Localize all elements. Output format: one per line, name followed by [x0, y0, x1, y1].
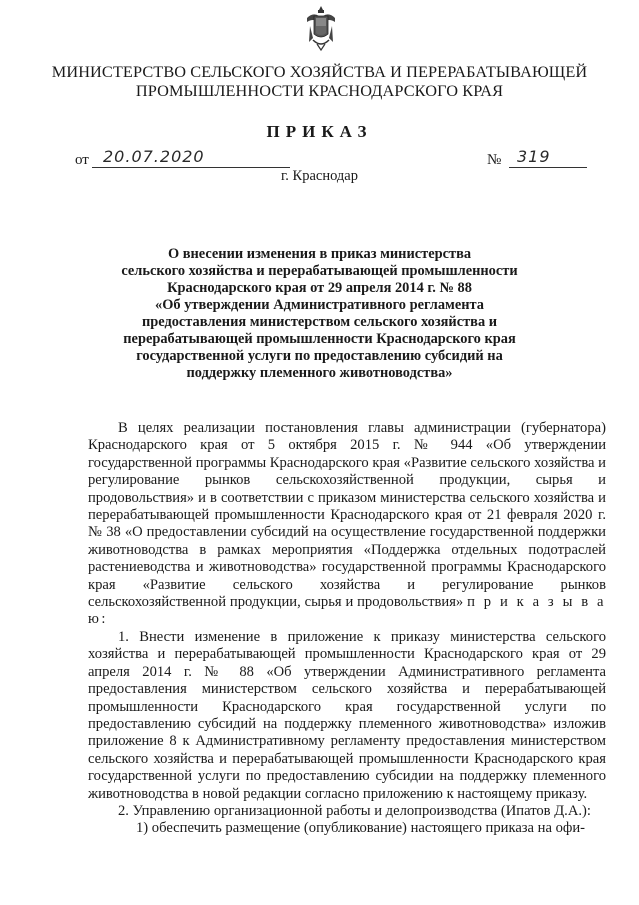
city: г. Краснодар [280, 168, 358, 184]
ministry-name [40, 62, 599, 100]
order-title: ПРИКАЗ [266, 122, 373, 141]
order-word: п р и к а з ы в а ю: [88, 594, 606, 628]
coat-of-arms-icon [303, 4, 339, 52]
document-body [88, 420, 606, 838]
heading-line-4: «Об утверждении Административного регламента [155, 297, 484, 313]
heading-line-7: государственной услуги по предоставлению субсидий на [136, 348, 503, 364]
order-number [487, 147, 597, 169]
heading-line-1: О внесении изменения в приказ министерства [167, 246, 472, 262]
heading-line-3: Краснодарского края от 29 апреля 2014 г. № 88 [167, 280, 472, 296]
ministry-line-1: МИНИСТЕРСТВО СЕЛЬСКОГО ХОЗЯЙСТВА И ПЕРЕРАБАТЫВАЮЩЕЙ [51, 62, 588, 81]
item-1-paragraph: 1. Внести изменение в приложение к приказу министерства сельского хозяйства и перерабатывающей промышленности Краснодарского края от 29 апреля 2014 г. № 88 «Об утверждении Административного регламента предоставления министерством сельского хозяйства и перерабатывающей промышленности Краснодарского края государственной услуги по предоставлению субсидий на поддержку племенного животноводства» изложив приложение 8 к Административному регламенту предоставления министерством сельского хозяйства и перерабатывающей промышленности Краснодарского края государственной услуги по предоставлению субсидии на поддержку племенного животноводства в новой редакции согласно приложению к настоящему приказу. [88, 628, 606, 802]
heading-line-5: предоставления министерством сельского хозяйства и [141, 314, 498, 330]
date-prefix: от [75, 152, 89, 168]
heading-line-2: сельского хозяйства и перерабатывающей промышленности [121, 263, 518, 279]
number-value: 319 [517, 147, 551, 166]
preamble-text: В целях реализации постановления главы администрации (губернатора) Краснодарского края от 5 октября 2015 г. № 944 «Об утверждении государственной программы Краснодарского края «Развитие сельского хозяйства и регулирование рынков сельскохозяйственной продукции, сырья и продовольствия» и в соответствии с приказом министерства сельского хозяйства и перерабатывающей промышленности Краснодарского края от 21 февраля 2020 г. № 38 «О предоставлении субсидий на осуществление государственной поддержки животноводства в рамках мероприятия «Поддержка отдельных подотраслей растениеводства и животноводства» государственной программы Краснодарского края «Развитие сельского хозяйства и регулирование рынков сельскохозяйственной продукции, сырья и продовольствия» [88, 420, 606, 611]
number-prefix: № [487, 152, 502, 168]
heading-line-6: перерабатывающей промышленности Краснодарского края [123, 331, 516, 347]
heading-line-8: поддержку племенного животноводства» [186, 365, 453, 381]
ministry-line-2: ПРОМЫШЛЕННОСТИ КРАСНОДАРСКОГО КРАЯ [135, 81, 504, 100]
document-heading [90, 246, 549, 382]
preamble-paragraph [88, 420, 606, 629]
item-2-sub-1-paragraph: 1) обеспечить размещение (опубликование) настоящего приказа на офи- [136, 820, 586, 837]
item-2-paragraph: 2. Управлению организационной работы и делопроизводства (Ипатов Д.А.): [118, 802, 591, 819]
date-value: 20.07.2020 [103, 147, 205, 166]
